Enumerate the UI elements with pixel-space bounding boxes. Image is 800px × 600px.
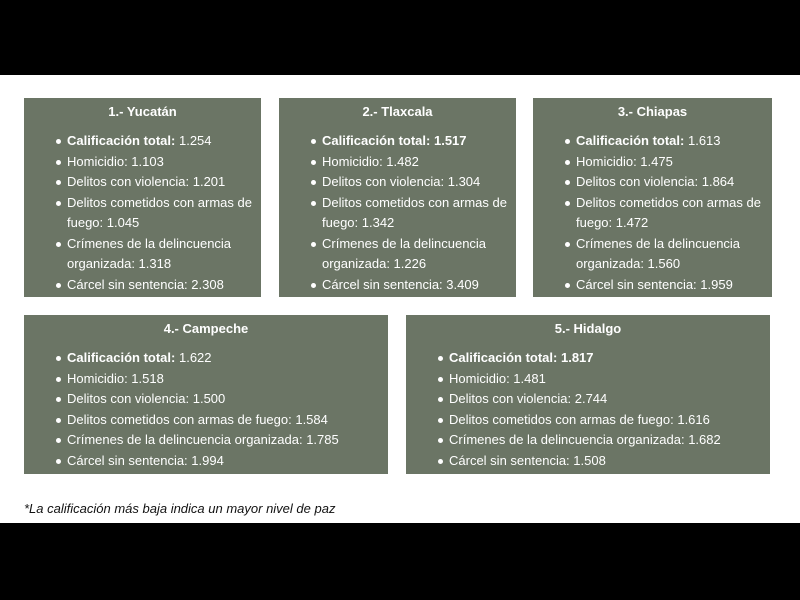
ranking-card-campeche bbox=[24, 315, 388, 474]
list-item: Crímenes de la delincuencia organizada: 1.560 bbox=[576, 234, 772, 275]
list-item: Homicidio: 1.103 bbox=[67, 152, 261, 173]
indicator-list bbox=[322, 131, 516, 295]
total-label: Calificación total: bbox=[322, 133, 431, 148]
list-item: Cárcel sin sentencia: 2.308 bbox=[67, 275, 261, 296]
list-item-total bbox=[449, 348, 770, 369]
ranking-card-yucatan bbox=[24, 98, 261, 297]
list-item: Cárcel sin sentencia: 1.994 bbox=[67, 451, 388, 472]
list-item: Delitos con violencia: 1.304 bbox=[322, 172, 516, 193]
list-item-total bbox=[67, 348, 388, 369]
list-item: Delitos con violencia: 1.500 bbox=[67, 389, 388, 410]
total-label: Calificación total: bbox=[67, 133, 176, 148]
card-title: 4.- Campeche bbox=[163, 321, 249, 336]
list-item: Crímenes de la delincuencia organizada: 1.785 bbox=[67, 430, 388, 451]
indicator-list bbox=[67, 131, 261, 295]
list-item: Homicidio: 1.482 bbox=[322, 152, 516, 173]
total-label: Calificación total: bbox=[449, 350, 558, 365]
list-item-total bbox=[322, 131, 516, 152]
indicator-list bbox=[449, 348, 770, 471]
indicator-list bbox=[67, 348, 388, 471]
list-item: Crímenes de la delincuencia organizada: 1.318 bbox=[67, 234, 261, 275]
card-title: 3.- Chiapas bbox=[617, 104, 688, 119]
total-value: 1.517 bbox=[433, 133, 467, 148]
list-item-total bbox=[67, 131, 261, 152]
list-item: Crímenes de la delincuencia organizada: 1.226 bbox=[322, 234, 516, 275]
total-value: 1.622 bbox=[178, 350, 212, 365]
list-item: Delitos cometidos con armas de fuego: 1.616 bbox=[449, 410, 770, 431]
footnote: *La calificación más baja indica un mayor nivel de paz bbox=[24, 501, 336, 516]
list-item: Delitos cometidos con armas de fuego: 1.045 bbox=[67, 193, 261, 234]
list-item: Delitos con violencia: 1.864 bbox=[576, 172, 772, 193]
list-item: Delitos cometidos con armas de fuego: 1.342 bbox=[322, 193, 516, 234]
total-value: 1.254 bbox=[178, 133, 212, 148]
list-item: Cárcel sin sentencia: 3.409 bbox=[322, 275, 516, 296]
list-item: Crímenes de la delincuencia organizada: 1.682 bbox=[449, 430, 770, 451]
list-item: Delitos cometidos con armas de fuego: 1.584 bbox=[67, 410, 388, 431]
infographic-canvas bbox=[0, 75, 800, 523]
ranking-card-chiapas bbox=[533, 98, 772, 297]
list-item: Delitos cometidos con armas de fuego: 1.472 bbox=[576, 193, 772, 234]
indicator-list bbox=[576, 131, 772, 295]
total-value: 1.613 bbox=[687, 133, 721, 148]
list-item: Homicidio: 1.475 bbox=[576, 152, 772, 173]
list-item: Homicidio: 1.518 bbox=[67, 369, 388, 390]
list-item: Homicidio: 1.481 bbox=[449, 369, 770, 390]
card-title: 1.- Yucatán bbox=[108, 104, 177, 119]
total-label: Calificación total: bbox=[67, 350, 176, 365]
ranking-card-hidalgo bbox=[406, 315, 770, 474]
card-title: 5.- Hidalgo bbox=[554, 321, 622, 336]
list-item: Delitos con violencia: 1.201 bbox=[67, 172, 261, 193]
card-title: 2.- Tlaxcala bbox=[362, 104, 433, 119]
total-value: 1.817 bbox=[560, 350, 594, 365]
ranking-card-tlaxcala bbox=[279, 98, 516, 297]
total-label: Calificación total: bbox=[576, 133, 685, 148]
list-item: Cárcel sin sentencia: 1.508 bbox=[449, 451, 770, 472]
list-item: Delitos con violencia: 2.744 bbox=[449, 389, 770, 410]
list-item: Cárcel sin sentencia: 1.959 bbox=[576, 275, 772, 296]
list-item-total bbox=[576, 131, 772, 152]
